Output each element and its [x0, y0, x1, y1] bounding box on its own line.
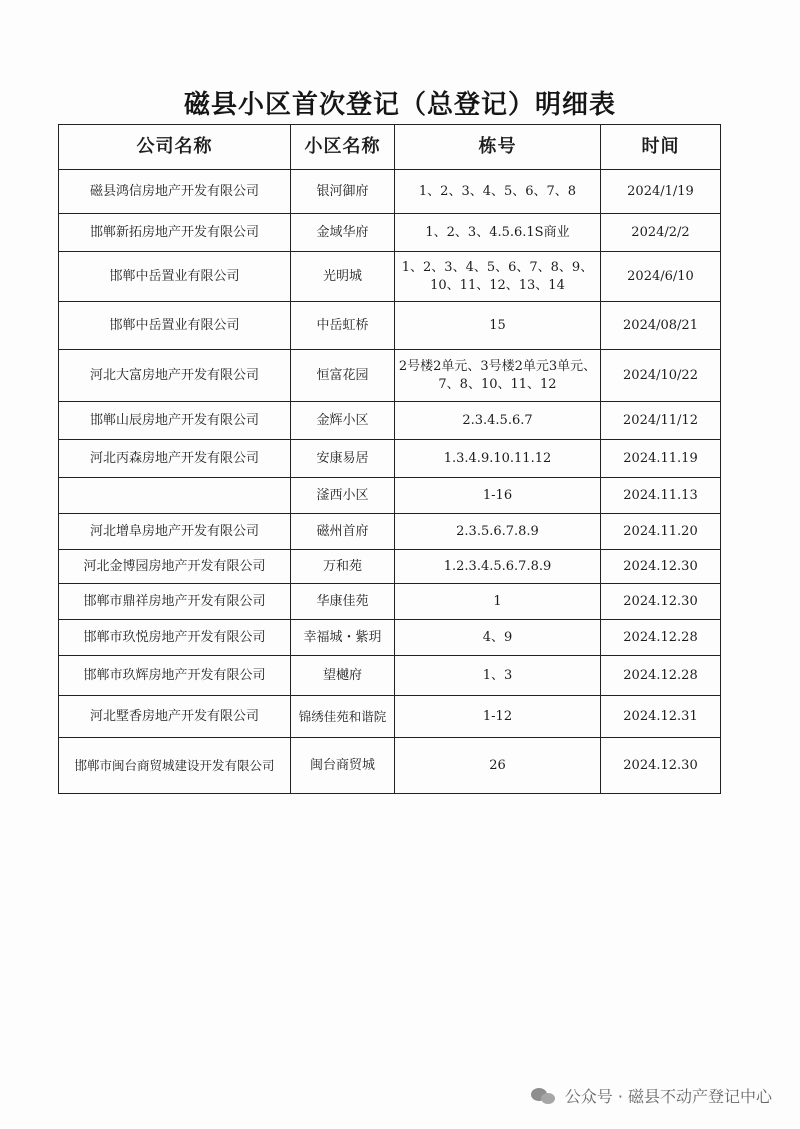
- registration-table: [58, 124, 721, 794]
- cell-date: 2024.11.19: [601, 440, 721, 478]
- cell-date: 2024.12.28: [601, 656, 721, 696]
- cell-date: 2024.11.20: [601, 514, 721, 550]
- cell-buildings: 15: [395, 302, 601, 350]
- cell-date: 2024.12.30: [601, 550, 721, 584]
- cell-date: 2024.11.13: [601, 478, 721, 514]
- cell-community: 中岳虹桥: [291, 302, 395, 350]
- cell-community: 光明城: [291, 252, 395, 302]
- cell-date: 2024.12.30: [601, 584, 721, 620]
- cell-date: 2024.12.28: [601, 620, 721, 656]
- cell-buildings: 1、3: [395, 656, 601, 696]
- cell-company: 邯郸市闽台商贸城建设开发有限公司: [59, 738, 291, 794]
- cell-community: 望樾府: [291, 656, 395, 696]
- cell-date: 2024/10/22: [601, 350, 721, 402]
- table-row: [59, 350, 721, 402]
- table-row: [59, 738, 721, 794]
- cell-community: 华康佳苑: [291, 584, 395, 620]
- table-body: [59, 170, 721, 794]
- cell-company: 邯郸山辰房地产开发有限公司: [59, 402, 291, 440]
- cell-company: 河北大富房地产开发有限公司: [59, 350, 291, 402]
- table-row: [59, 584, 721, 620]
- cell-community: 金域华府: [291, 214, 395, 252]
- cell-community: 金辉小区: [291, 402, 395, 440]
- table-row: [59, 620, 721, 656]
- cell-company: 邯郸市玖悦房地产开发有限公司: [59, 620, 291, 656]
- header-community: 小区名称: [291, 125, 395, 170]
- cell-buildings: 4、9: [395, 620, 601, 656]
- cell-company: 河北金博园房地产开发有限公司: [59, 550, 291, 584]
- cell-company: 磁县鸿信房地产开发有限公司: [59, 170, 291, 214]
- cell-date: 2024/1/19: [601, 170, 721, 214]
- table-row: [59, 302, 721, 350]
- cell-date: 2024/6/10: [601, 252, 721, 302]
- cell-community: 磁州首府: [291, 514, 395, 550]
- table-header-row: [59, 125, 721, 170]
- cell-buildings: 1.3.4.9.10.11.12: [395, 440, 601, 478]
- table-row: [59, 402, 721, 440]
- table-row: [59, 696, 721, 738]
- cell-date: 2024/11/12: [601, 402, 721, 440]
- cell-buildings: 1-16: [395, 478, 601, 514]
- cell-company: 邯郸市玖辉房地产开发有限公司: [59, 656, 291, 696]
- cell-date: 2024.12.31: [601, 696, 721, 738]
- watermark: [531, 1084, 772, 1107]
- cell-community: 锦绣佳苑和谐院: [291, 696, 395, 738]
- cell-buildings: 1、2、3、4.5.6.1S商业: [395, 214, 601, 252]
- table-row: [59, 514, 721, 550]
- cell-buildings: 2.3.5.6.7.8.9: [395, 514, 601, 550]
- cell-company: 邯郸市鼎祥房地产开发有限公司: [59, 584, 291, 620]
- cell-buildings: 26: [395, 738, 601, 794]
- cell-date: 2024.12.30: [601, 738, 721, 794]
- cell-buildings: 1-12: [395, 696, 601, 738]
- table-row: [59, 550, 721, 584]
- cell-date: 2024/08/21: [601, 302, 721, 350]
- table-row: [59, 440, 721, 478]
- cell-community: 银河御府: [291, 170, 395, 214]
- cell-community: 幸福城・紫玥: [291, 620, 395, 656]
- cell-community: 万和苑: [291, 550, 395, 584]
- table-row: [59, 656, 721, 696]
- cell-company: 河北增阜房地产开发有限公司: [59, 514, 291, 550]
- wechat-icon: [531, 1086, 557, 1106]
- cell-buildings: 2.3.4.5.6.7: [395, 402, 601, 440]
- cell-buildings: 2号楼2单元、3号楼2单元3单元、7、8、10、11、12: [395, 350, 601, 402]
- watermark-text: 公众号 · 磁县不动产登记中心: [564, 1087, 772, 1106]
- cell-date: 2024/2/2: [601, 214, 721, 252]
- cell-buildings: 1、2、3、4、5、6、7、8、9、10、11、12、13、14: [395, 252, 601, 302]
- cell-buildings: 1: [395, 584, 601, 620]
- cell-community: 闽台商贸城: [291, 738, 395, 794]
- cell-company: [59, 478, 291, 514]
- cell-community: 安康易居: [291, 440, 395, 478]
- header-date: 时间: [601, 125, 721, 170]
- table-row: [59, 478, 721, 514]
- table-row: [59, 252, 721, 302]
- cell-buildings: 1、2、3、4、5、6、7、8: [395, 170, 601, 214]
- cell-community: 滏西小区: [291, 478, 395, 514]
- cell-buildings: 1.2.3.4.5.6.7.8.9: [395, 550, 601, 584]
- cell-company: 邯郸中岳置业有限公司: [59, 302, 291, 350]
- cell-company: 河北丙森房地产开发有限公司: [59, 440, 291, 478]
- cell-company: 河北墅香房地产开发有限公司: [59, 696, 291, 738]
- cell-community: 恒富花园: [291, 350, 395, 402]
- cell-company: 邯郸中岳置业有限公司: [59, 252, 291, 302]
- header-buildings: 栋号: [395, 125, 601, 170]
- cell-company: 邯郸新拓房地产开发有限公司: [59, 214, 291, 252]
- header-company: 公司名称: [59, 125, 291, 170]
- table-row: [59, 170, 721, 214]
- table-row: [59, 214, 721, 252]
- document-title: 磁县小区首次登记（总登记）明细表: [183, 90, 616, 120]
